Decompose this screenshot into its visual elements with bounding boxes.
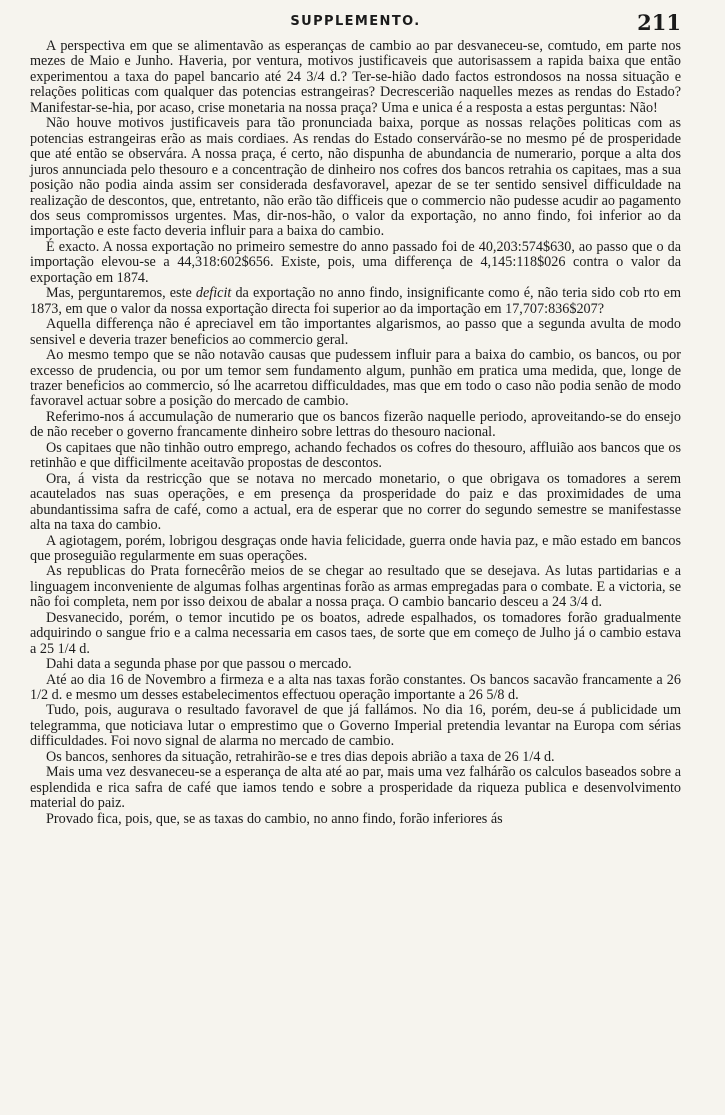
italic-term: deficit (195, 285, 232, 302)
paragraph: Provado fica, pois, que, se as taxas do cambio, no anno findo, forão inferiores ás (46, 810, 503, 827)
paragraph: Os capitaes que não tinhão outro emprego, achando fechados os cofres do thesouro, affluião aos bancos que os retinhão e que difficilmente aceitavão propostas de descontos. (30, 439, 681, 472)
running-head: SUPPLEMENTO. (290, 14, 421, 29)
paragraph: Tudo, pois, augurava o resultado favoravel de que já fallámos. No dia 16, porém, deu-se á publicidade um telegramma, que noticiava lutar o emprestimo que o Governo Imperial pretendia levantar na Europa com sérias difficuldades. Foi novo signal de alarma no mercado de cambio. (30, 702, 681, 750)
paragraph: É exacto. A nossa exportação no primeiro semestre do anno passado foi de 40,203:574$630, ao passo que o da importação elevou-se a 44,318:602$656. Existe, pois, uma differença de 4,145:118$026 contra o valor da exportação em 1874. (30, 238, 681, 286)
body-text (30, 39, 681, 827)
paragraph: Ora, á vista da restricção que se notava no mercado monetario, o que obrigava os tomadores a serem acautelados nas suas operações, e em presença da prosperidade do paiz e das proximidades de uma abundantissima safra de café, como a actual, era de esperar que no correr do segundo semestre se manifestasse alta na taxa do cambio. (30, 470, 681, 534)
paragraph: A perspectiva em que se alimentavão as esperanças de cambio ao par desvaneceu-se, comtudo, em parte nos mezes de Maio e Junho. Haveria, por ventura, motivos justificaveis que autorisassem a rapida baixa que então experimentou a taxa do papel bancario até 24 3/4 d.? Ter-se-hião dado factos estrondosos na nossa situação e relações politicas com qualquer das potencias estrangeiras? Decrescerião naquelles mezes as rendas do Estado? Manifestar-se-hia, por acaso, crise monetaria na nossa praça? Uma e unica é a resposta a estas perguntas: Não! (30, 38, 681, 116)
paragraph: Até ao dia 16 de Novembro a firmeza e a alta nas taxas forão constantes. Os bancos sacavão francamente a 26 1/2 d. e mesmo um desses estabelecimentos effectuou operação importante a 26 5/8 d. (30, 671, 681, 704)
paragraph: Referimo-nos á accumulação de numerario que os bancos fizerão naquelle periodo, aproveitando-se do ensejo de não receber o governo francamente dinheiro sobre lettras do thesouro nacional. (30, 408, 681, 441)
page-number: 211 (637, 10, 681, 35)
page-header (30, 10, 681, 36)
paragraph (30, 286, 681, 317)
paragraph: Os bancos, senhores da situação, retrahirão-se e tres dias depois abrião a taxa de 26 1/4 d. (46, 748, 555, 765)
paragraph: Mais uma vez desvaneceu-se a esperança de alta até ao par, mais uma vez falhárão os calculos baseados sobre a esplendida e rica safra de café que iamos tendo e sobre a prosperidade da riqueza publica e desenvolvimento material do paiz. (30, 764, 681, 812)
paragraph: As republicas do Prata fornecêrão meios de se chegar ao resultado que se desejava. As lutas partidarias e a linguagem inconveniente de algumas folhas argentinas forão as armas empregadas para o combate. E a victoria, se não foi completa, nem por isso deixou de abalar a nossa praça. O cambio bancario desceu a 24 3/4 d. (30, 563, 681, 611)
paragraph: Dahi data a segunda phase por que passou o mercado. (46, 656, 352, 673)
paragraph-text: da exportação no anno findo, insignificante como é, não teria sido cob rto em 1873, em que o valor da nossa exportação directa foi superior ao da importação em 17,707:836$207? (30, 285, 681, 317)
paragraph: Não houve motivos justificaveis para tão pronunciada baixa, porque as nossas relações politicas com as potencias estrangeiras erão as mais cordiaes. As rendas do Estado conservárão-se no mesmo pé de prosperidade que até então se observára. A nossa praça, é certo, não dispunha de abundancia de numerario, porque a alta dos juros annunciada pelo thesouro e a concentração de dinheiro nos cofres dos bancos retrahia os capitaes, mas a sua posição não podia ainda assim ser considerada desfavoravel, apezar de se ter sentido sensivel difficuldade na realização de descontos, que, entretanto, não erão tão difficeis que o commercio não pudesse acudir ao pagamento dos seus compromissos urgentes. Mas, dir-nos-hão, o valor da exportação, no anno findo, foi inferior ao da importação e este facto deveria influir para a baixa do cambio. (30, 115, 681, 240)
paragraph: Ao mesmo tempo que se não notavão causas que pudessem influir para a baixa do cambio, os bancos, ou por excesso de prudencia, ou por um temor sem fundamento algum, punhão em pratica uma medida, que, longe de trazer beneficios ao commercio, só lhe acarretou difficuldades, mas que em todo o caso não podia senão de modo favoravel actuar sobre a posição do mercado de cambio. (30, 347, 681, 410)
paragraph: Desvanecido, porém, o temor incutido pe os boatos, adrede espalhados, os tomadores forão gradualmente adquirindo o sangue frio e a calma necessaria em casos taes, de sorte que em começo de Julho já o cambio estava a 25 1/4 d. (30, 609, 681, 657)
paragraph-text: Mas, perguntaremos, este (46, 285, 196, 302)
paragraph: Aquella differença não é apreciavel em tão importantes algarismos, ao passo que a segunda avulta de modo sensivel e deveria trazer beneficios ao commercio geral. (30, 316, 681, 348)
paragraph: A agiotagem, porém, lobrigou desgraças onde havia felicidade, guerra onde havia paz, e mão estado em bancos que proseguião regularmente em suas operações. (30, 532, 681, 564)
